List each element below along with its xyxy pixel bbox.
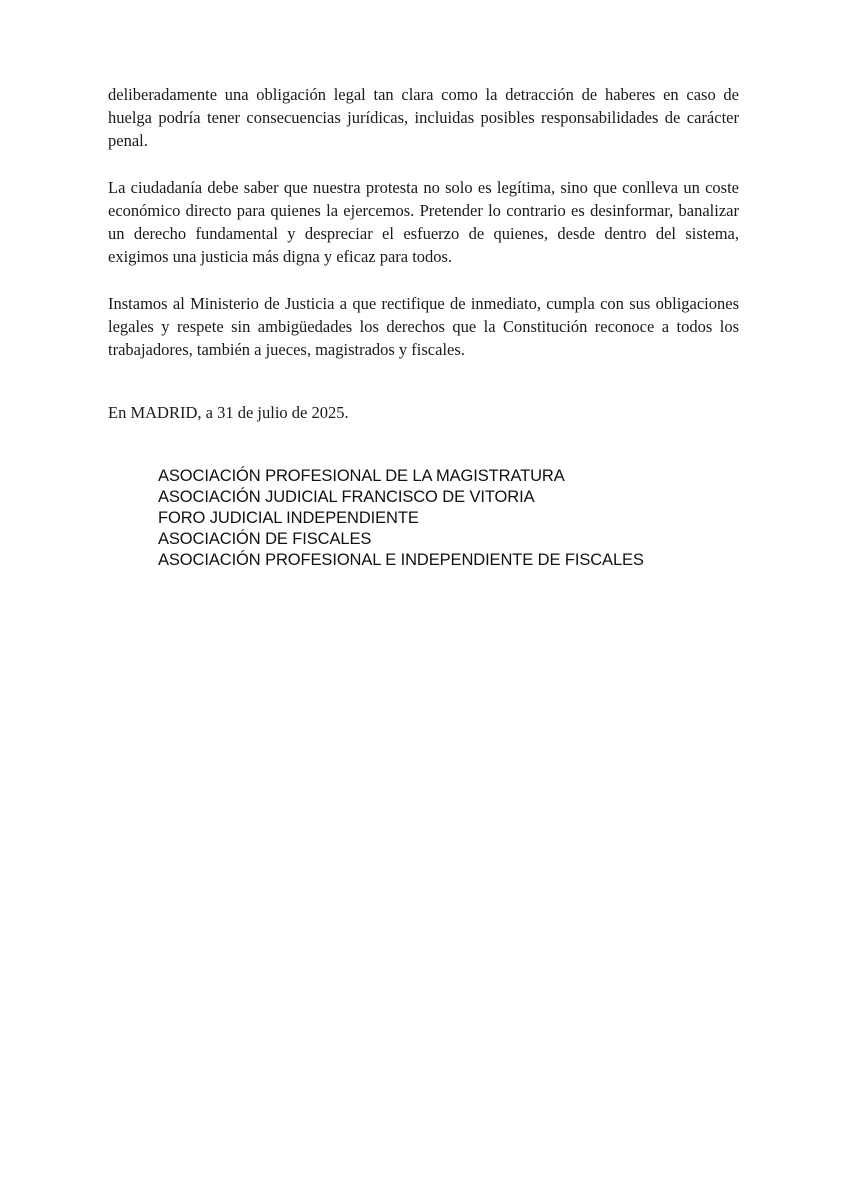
paragraph-citizenship-protest: La ciudadanía debe saber que nuestra protesta no solo es legítima, sino que conlleva un coste económico directo para quienes la ejercemos. Pretender lo contrario es desinformar, banalizar un derecho fundamental y despreciar el esfuerzo de quienes, desde dentro del sistema, exigimos una justicia más digna y eficaz para todos.: [108, 178, 739, 266]
signatory-item: ASOCIACIÓN PROFESIONAL E INDEPENDIENTE DE FISCALES: [158, 551, 644, 569]
paragraph-legal-consequences: deliberadamente una obligación legal tan clara como la detracción de haberes en caso de huelga podría tener consecuencias jurídicas, incluidas posibles responsabilidades de carácter penal.: [108, 85, 739, 150]
paragraph-ministry-demand: Instamos al Ministerio de Justicia a que rectifique de inmediato, cumpla con sus obligaciones legales y respete sin ambigüedades los derechos que la Constitución reconoce a todos los trabajadores, también a jueces, magistrados y fiscales.: [108, 294, 739, 359]
signoff-place-date: En MADRID, a 31 de julio de 2025.: [108, 403, 349, 422]
signatories-list: [158, 466, 644, 571]
signatory-item: ASOCIACIÓN JUDICIAL FRANCISCO DE VITORIA: [158, 488, 535, 506]
signatory-item: FORO JUDICIAL INDEPENDIENTE: [158, 509, 419, 527]
signatory-item: ASOCIACIÓN PROFESIONAL DE LA MAGISTRATURA: [158, 467, 565, 485]
signatory-item: ASOCIACIÓN DE FISCALES: [158, 530, 372, 548]
